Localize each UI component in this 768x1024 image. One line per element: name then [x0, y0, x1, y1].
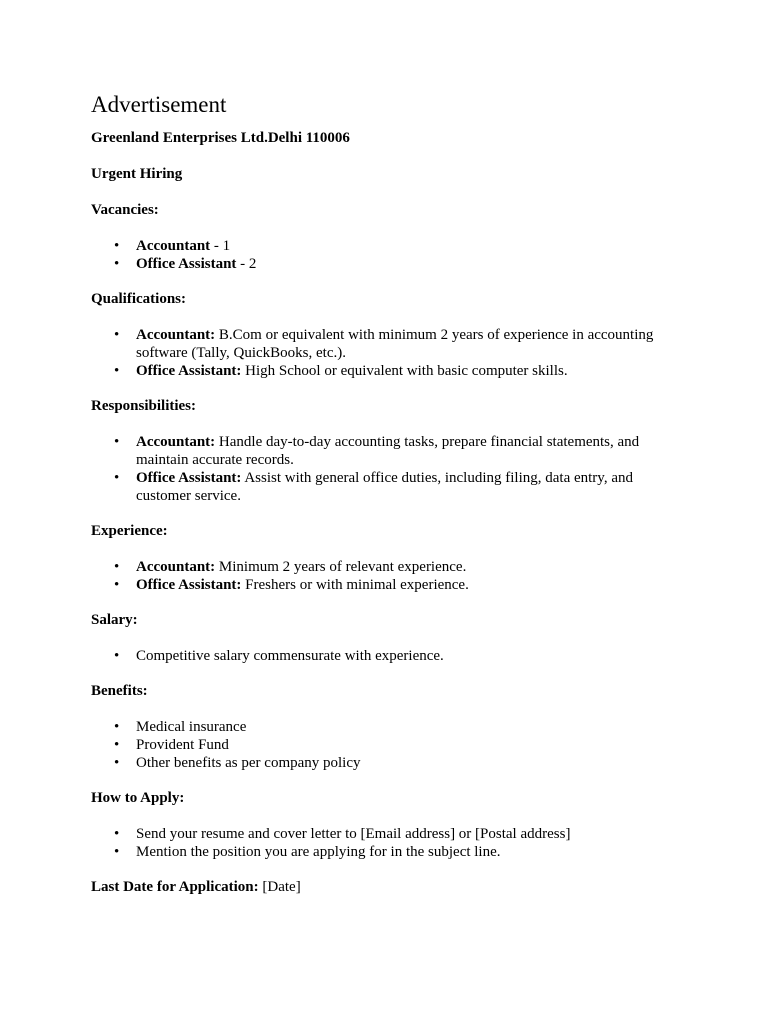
- list-item: [114, 255, 677, 273]
- item-text: Competitive salary commensurate with experience.: [136, 648, 444, 664]
- last-date-value: [Date]: [258, 879, 301, 895]
- item-text: High School or equivalent with basic computer skills.: [241, 363, 568, 379]
- list-item: [114, 469, 677, 505]
- item-text: Freshers or with minimal experience.: [241, 577, 469, 593]
- list-item: [114, 433, 677, 469]
- list-item: [114, 576, 677, 594]
- item-text: B.Com or equivalent with minimum 2 years of experience in accounting software (Tally, QuickBooks, etc.).: [136, 327, 654, 361]
- item-text: - 1: [210, 238, 231, 254]
- vacancies-list: [91, 237, 677, 273]
- list-item: [114, 825, 677, 843]
- vacancies-heading-text: Vacancies:: [91, 202, 159, 218]
- how-to-apply-list: [91, 825, 677, 861]
- how-to-apply-heading: [91, 789, 677, 807]
- item-text: Provident Fund: [136, 737, 229, 753]
- item-text: Medical insurance: [136, 719, 247, 735]
- responsibilities-heading-text: Responsibilities:: [91, 398, 197, 414]
- how-to-apply-heading-text: How to Apply:: [91, 790, 185, 806]
- item-label: Office Assistant:: [136, 577, 242, 593]
- list-item: [114, 718, 677, 736]
- item-text: Other benefits as per company policy: [136, 755, 361, 771]
- item-text: Mention the position you are applying for in the subject line.: [136, 844, 501, 860]
- bullet-icon: •: [114, 470, 120, 486]
- item-label: Accountant:: [136, 327, 216, 343]
- item-label: Office Assistant: [136, 256, 237, 272]
- list-item: [114, 558, 677, 576]
- experience-heading-text: Experience:: [91, 523, 168, 539]
- salary-heading-text: Salary:: [91, 612, 138, 628]
- item-label: Accountant:: [136, 434, 216, 450]
- last-date-label: Last Date for Application:: [91, 879, 259, 895]
- qualifications-heading: [91, 290, 677, 308]
- item-label: Accountant:: [136, 559, 216, 575]
- salary-list: [91, 647, 677, 665]
- item-label: Office Assistant:: [136, 363, 242, 379]
- bullet-icon: •: [114, 826, 120, 842]
- bullet-icon: •: [114, 737, 120, 753]
- vacancies-heading: [91, 201, 677, 219]
- bullet-icon: •: [114, 719, 120, 735]
- bullet-icon: •: [114, 238, 120, 254]
- qualifications-list: [91, 326, 677, 380]
- benefits-heading-text: Benefits:: [91, 683, 148, 699]
- bullet-icon: •: [114, 363, 120, 379]
- benefits-heading: [91, 682, 677, 700]
- list-item: [114, 237, 677, 255]
- company-line: [91, 129, 677, 147]
- list-item: [114, 362, 677, 380]
- bullet-icon: •: [114, 256, 120, 272]
- experience-heading: [91, 522, 677, 540]
- responsibilities-heading: [91, 397, 677, 415]
- list-item: [114, 326, 677, 362]
- bullet-icon: •: [114, 844, 120, 860]
- list-item: [114, 736, 677, 754]
- responsibilities-list: [91, 433, 677, 505]
- bullet-icon: •: [114, 755, 120, 771]
- list-item: [114, 754, 677, 772]
- list-item: [114, 647, 677, 665]
- item-label: Office Assistant:: [136, 470, 242, 486]
- list-item: [114, 843, 677, 861]
- bullet-icon: •: [114, 327, 120, 343]
- item-label: Accountant: [136, 238, 211, 254]
- last-date-line: [91, 878, 677, 896]
- item-text: Send your resume and cover letter to [Email address] or [Postal address]: [136, 826, 571, 842]
- bullet-icon: •: [114, 559, 120, 575]
- item-text: - 2: [236, 256, 257, 272]
- bullet-icon: •: [114, 434, 120, 450]
- bullet-icon: •: [114, 577, 120, 593]
- bullet-icon: •: [114, 648, 120, 664]
- document-title: Advertisement: [91, 92, 227, 117]
- item-text: Handle day-to-day accounting tasks, prepare financial statements, and maintain accurate records.: [136, 434, 640, 468]
- salary-heading: [91, 611, 677, 629]
- qualifications-heading-text: Qualifications:: [91, 291, 187, 307]
- item-text: Assist with general office duties, including filing, data entry, and customer service.: [136, 470, 633, 504]
- urgent-line: [91, 165, 677, 183]
- urgent-hiring-label: Urgent Hiring: [91, 166, 183, 182]
- company-name: Greenland Enterprises Ltd.Delhi 110006: [91, 130, 350, 146]
- item-text: Minimum 2 years of relevant experience.: [215, 559, 467, 575]
- benefits-list: [91, 718, 677, 772]
- experience-list: [91, 558, 677, 594]
